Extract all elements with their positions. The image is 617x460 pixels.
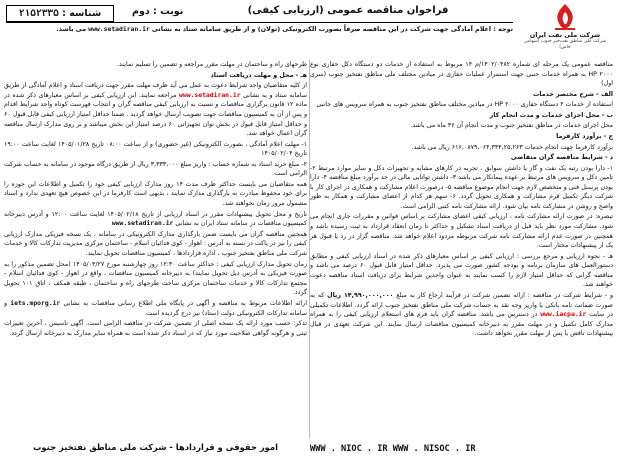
company-logo <box>519 3 611 57</box>
documents-heading: هـ - محل و مهلت دریافت اسناد <box>210 71 307 79</box>
right-column <box>310 60 613 456</box>
guarantee-amount: ۱۴,۹۹۰,۰۰۰,۰۰۰ ریال <box>327 291 394 299</box>
section-a-heading: الف - شرح مختصر خدمات <box>533 90 613 98</box>
left-column <box>4 60 307 456</box>
evaluation-text: هـ - نحوه ارزیابی و مرجع بررسی : ارزیابی کیفی بر اساس معیارهای ذکر شده در اسناد ارزیابی کیفی و مطابق دستورالعمل های سازمان برنامه و بودجه کشور صورت می پذیرد. حداقل امتیاز قابل قبول ۶۰ درصد می باشد و مناقصه گرانی که حداقل امتیاز لازم را کسب نمایند به عنوان واجدین شرایط برای دریافت اسناد مناقصه دعوت خواهند شد. <box>310 252 613 289</box>
section-c-text: برآورد کارفرما جهت انجام خدمات ۶۱۶,۰۸۷۹,۰۶۴,۳۴۴,۲۵,۲۶۳ ریال می باشد. <box>411 143 613 151</box>
footer-sites[interactable]: WWW . NIOC . IR WWW . NISOC . IR <box>310 444 476 454</box>
guarantee-paragraph <box>310 291 613 339</box>
notice-end: می باشد. <box>56 25 87 33</box>
submission-text: تاریخ و محل تحویل پیشنهادات مقرر در اسناد ارزیابی از تاریخ ۱۴۰۵/۰۲/۱۸ لغایت ساعت ۱۲:۰۰ و آدرس دبیرخانه کمیسیون مناقصات در سامانه ستاد ایران به نشانی <box>4 210 307 228</box>
delivery-text: زمان تحویل مدارک ارزیابی کیفی : حداکثر ساعت ۱۲:۳۰ روز چهارشنبه مورخ ۱۴۰۵/۰۳/۲۷ (محل تضمین مذکور را به صورت فیزیکی به آدرس ذیل تحویل نمایند) به دبیرخانه کمیسیون مناقصات ، واقع در اهواز - کوی فدائیان اسلام - مجتمع تدارکات کالا و خدمات ساختمان مرکزی ساخت طرحهای راه و ساختمان ، طبقه همکف ، اتاق ۱۰۱ تحویل گردد. <box>4 260 307 297</box>
notice-url[interactable]: www.setadiran.ir <box>88 25 150 33</box>
iets-url[interactable]: iets.mporg.ir <box>10 298 61 307</box>
notice-line <box>8 25 513 34</box>
submission-paragraph <box>4 210 307 229</box>
physical-text: همچنین مناقصه گران می بایست ضمن بارگذاری مدارک الکترونیکی در سامانه ، یک نسخه فیزیکی مدارک ارزیابی کیفی را نیز در پاکت در بسته به آدرس : اهواز - کوی فدائیان اسلام - ساختمان مرکزی مدیریت تدارکات کالا و خدمات شرکت ملی مناطق نفتخیز جنوب ، اداره قراردادها ، کمیسیون مناقصات تحویل نمایند. <box>4 230 307 258</box>
id-label: شناسه : <box>62 8 102 19</box>
nioc-emblem-icon <box>550 3 580 31</box>
section-b-heading: ب - محل اجرای خدمات و مدت انجام کار <box>489 111 613 119</box>
footer-office: امور حقوقی و قراردادها - شرکت ملی مناطق نفتخیز جنوب <box>33 442 278 452</box>
info-text: ارائه اطلاعات مربوط به مناقصه و آگهی در پایگاه ملی اطلاع رسانی مناقصات به نشانی <box>63 299 307 307</box>
header-rule <box>6 22 513 23</box>
fee-text: ۲- مبلغ خرید اسناد به شماره حساب : واریز مبلغ ۳,۳۳۳,۰۰۰ ریال از طریق درگاه موجود در سامانه به حساب شرکت الزامی است. <box>4 160 307 178</box>
documents-text: از کلیه متقاضیان واجد شرایط دعوت به عمل می آید ظرف مهلت مقرر جهت دریافت اسناد و اعلام آمادگی از طریق سامانه ستاد و به نشانی <box>4 82 307 99</box>
info-text-2: و سامانه تدارکات الکترونیکی دولت (ستاد) نیز درج گردیده است. <box>4 299 307 317</box>
upload-text: همه متقاضیان می بایست حداکثر ظرف مدت ۱۴ روز مدارک ارزیابی کیفی خود را تکمیل و اطلاعات این حوزه را برای خود محفوظ مبادرت به بارگذاری مدارک نمایند ، بدیهی است کارفرما در این خصوص هیچ تعهدی ندارد و اسناد مشمول مرور زمان نخواهند شد. <box>4 180 307 208</box>
page-title: فراخوان مناقصه عمومی (ارزیابی کیفی) <box>247 5 449 16</box>
guarantee-text-2: که به صورت ضمانت نامه بانکی یا واریز وجه نقد به حساب شرکت ملی مناطق نفتخیز جنوب ارائه گردد. اطلاعات تکمیلی در سایت <box>310 291 613 319</box>
company-name: شرکت ملی نفت ایران <box>529 31 601 39</box>
documents-paragraph <box>4 81 307 139</box>
notice-text: توجه : اعلام آمادگی جهت شرکت در این مناقصه صرفاً بصورت الکترونیکی (تولان) و از طریق سامانه ستاد به نشانی <box>151 25 513 33</box>
deadline-text: ۱- مهلت اعلام آمادگی ، بصورت الکترونیکی (غیر حضوری) و از ساعت ۰۸:۰۰ تاریخ ۱۴۰۵/۰۱/۲۸ لغایت ساعت ۱۹:۰۰ تاریخ ۱۴۰۵/۰۲/۰۴ <box>4 140 307 158</box>
section-a-text: استفاده از خدمات ۲ دستگاه حفاری ۲۰۰۰ HP در میادین مختلف مناطق نفتخیز جنوب به همراه سرویس های جانبی <box>316 101 613 109</box>
setad-url[interactable]: www.setadiran.ir <box>179 90 241 99</box>
ad-header <box>4 3 613 61</box>
section-b-text: محل اجرای خدمات در مناطق نفتخیز جنوب و مدت انجام آن ۳۶ ماه می باشد. <box>410 122 613 130</box>
guarantee-text: و - شرایط شرکت در مناقصه : ارائه تضمین شرکت در فرآیند ارجاع کار به مبلغ <box>393 291 613 299</box>
iacpa-url[interactable]: www.iacpa.ir <box>540 310 587 319</box>
info-paragraph <box>4 299 307 318</box>
reminder-text: تذکر: حسب مورد ارائه یک نسخه اصلی از تضمین شرکت در مناقصه الزامی است. آگهی تاسیس ، آخرین تغییرات ثبتی و هرگونه گواهی صلاحیت مورد نیاز که در اسناد ذکر شده است به همراه سایر مدارک به دبیرخانه ارسال گردد. <box>4 320 307 337</box>
tender-intro: مناقصه عمومی یک مرحله ای شماره ۱۴۰۲/۰۴۸۲/م ۱۴ مربوط به استفاده از خدمات دو دستگاه دکل حفاری نوع ۲۰۰۰ HP به همراه خدمات جنبی جهت استمرار عملیات حفاری در میادین مختلف ملی مناطق نفتخیز جنوب (سری اول) <box>310 61 613 88</box>
guarantee-text-3: در دسترس می باشد. مناقصه گران باید فرم های استعلام ارزیابی کیفی را به همراه مدارک کامل تکمیل و در مهلت مقرر به دبیرخانه کمیسیون مناقصات ارسال نمایند. این شرکت تعهدی در قبال پیشنهادات ناقص یا پس از مهلت مقرر نخواهد داشت. <box>310 311 613 338</box>
company-subtitle: شرکت ملی مناطق نفت‌خیز جنوب (سهامی خاص) <box>523 39 607 50</box>
documents-text-2: مراجعه نمایند. این ارزیابی کیفی بر اساس معیارهای ذکر شده در ماده ۱۲ قانون برگزاری مناقصات و نسبت به ارزیابی کیفی مناقصه گران و انتخاب فهرست کوتاه واجد شرایط اقدام و پس از آن به کمیسیون مناقصات جهت تصویب ارسال خواهد گردید . ضمنا حداقل امتیاز ارزیابی کیفی قابل قبول ۶۰ و حداقل امتیاز قابل قبول در بخش توان تجهیزاتی ۶۰ درصد امتیاز این بخش میباشد و بر روی مدارک ارسال مناقصه گران اعمال خواهد شد. <box>4 91 307 138</box>
section-c-heading: ج - برآورد کارفرما <box>556 132 613 140</box>
id-box <box>6 5 114 22</box>
section-d-heading: د - شرایط مناقصه گران متقاضی <box>510 154 613 162</box>
round-label: نوبت : دوم <box>132 6 184 17</box>
setad-url-2[interactable]: www.setadiran.ir <box>111 219 174 228</box>
id-value: ۲۱۵۲۳۳۵ <box>18 8 59 19</box>
section-d-text: ۱- دارا بودن رتبه یک نفت و گاز یا داشتن سوابق ، تجربه در کارهای مشابه و تجهیزات دکل و سایر موارد مرتبط ۲- تامین دکل و سرویس های مرتبط بر عهده پیمانکار می باشد ۳- داشتن توانایی مالی در حد برآورد مبلغ مناقصه ۴- دارا بودن پرسنل فنی و متخصص لازم جهت انجام موضوع مناقصه ۵- درصورت اعلام مشارکت و همکاری در اجرای کار با شرکت دیگر تکمیل فرم مشارکت و همکاری تحویل گردد. ۶- سهم هر کدام از اعضای مشارکت و همکار به طور واضح و روشن در مشارکت نامه بیان شود. ارائه مشارکت نامه کتبی الزامی است. <box>310 164 613 210</box>
left-intro: طرحهای راه و ساختمان در مهلت مقرر مراجعه و تضمین را تسلیم نمایند. <box>116 61 307 68</box>
body-columns <box>4 60 613 456</box>
note-text: تبصره: در صورت ارائه مشارکت نامه ، ارزیابی کیفی اعضای مشارکت بر اساس قوانین و مقررات جاری انجام می شود. مشارکت مورد نظر باید قبل از دریافت اسناد تشکیل و حداکثر تا زمان انعقاد قرارداد به ثبت رسیده باشد و همچنین در صورت عدم ارائه مشارکت نامه شرکت مربوطه مردود اعلام خواهد شد. مناقصه گزار در رد یا قبول هر یک از پیشنهادات مختار است. <box>310 213 613 250</box>
